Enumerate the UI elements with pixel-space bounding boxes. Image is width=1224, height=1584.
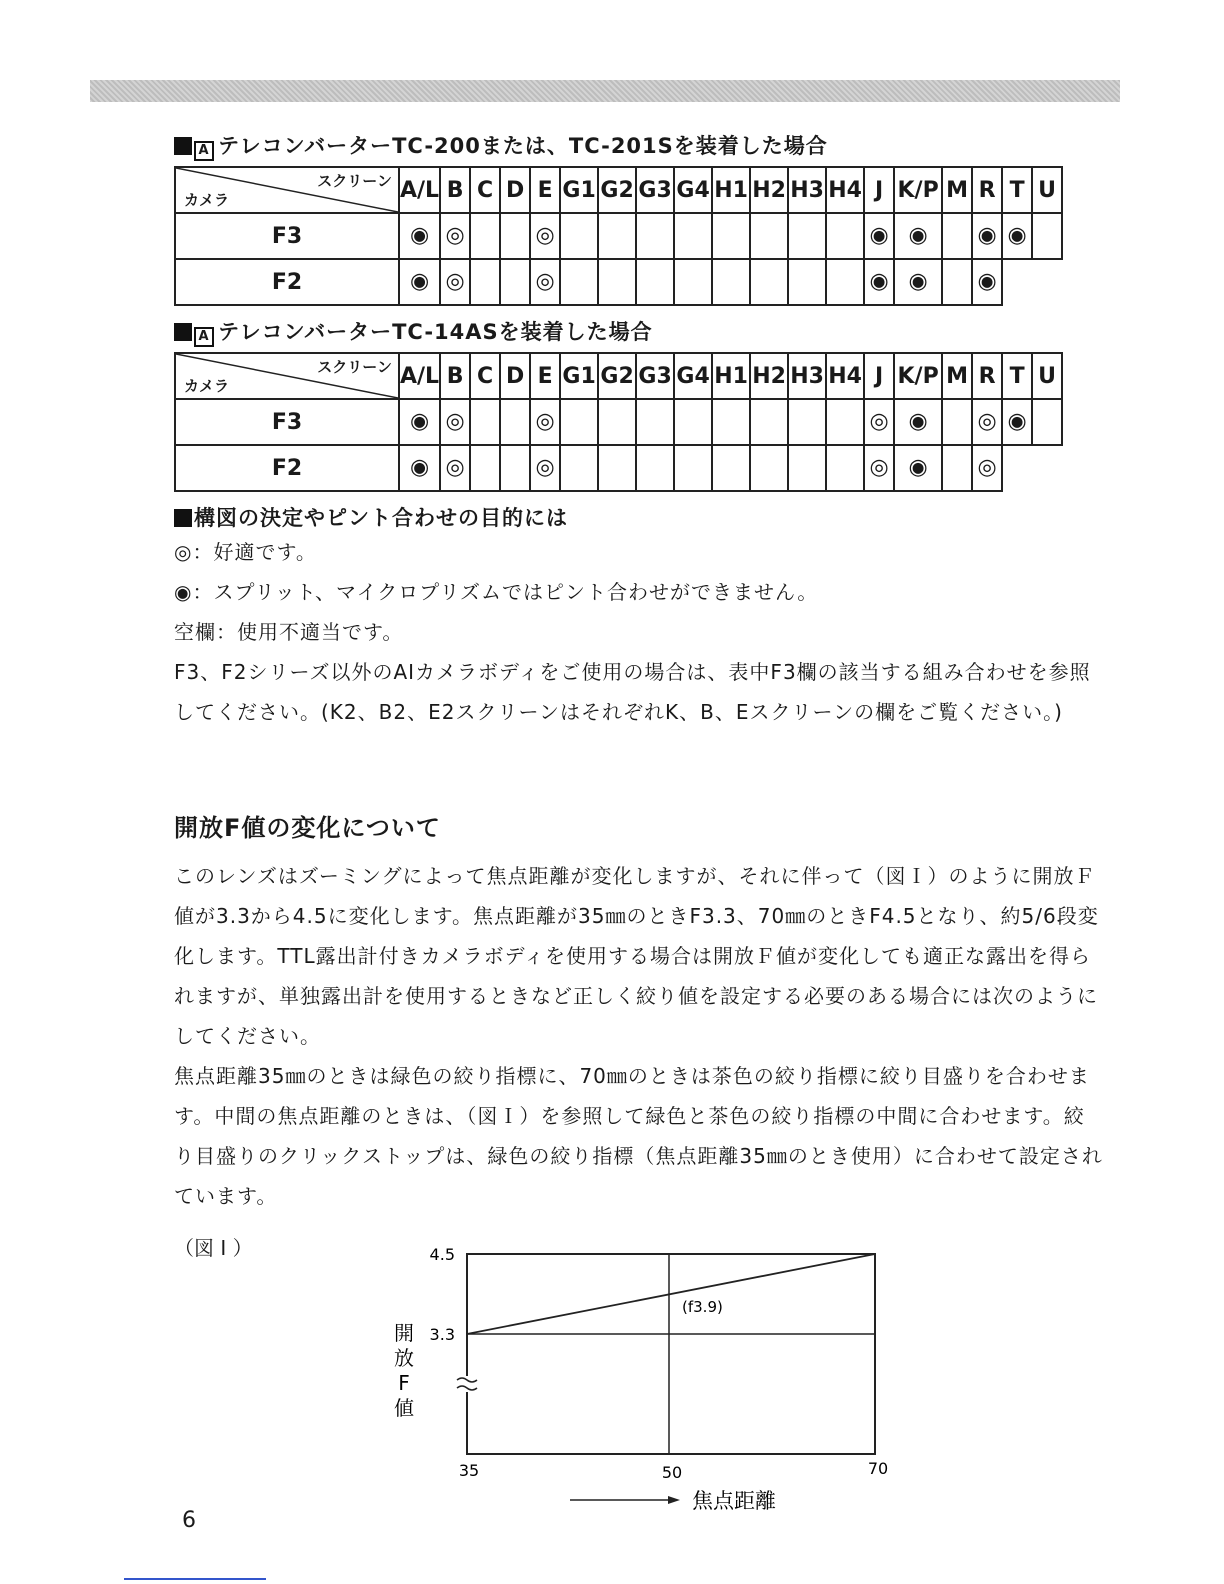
symbol-cell [470,259,500,305]
column-header: M [942,167,972,213]
symbol-cell [636,445,674,491]
symbol-cell: ◉ [399,399,440,445]
symbol-cell: ◉ [399,445,440,491]
symbol-cell [598,213,636,259]
aperture-paragraph-2: 焦点距離35㎜のときは緑色の絞り指標に、70㎜のときは茶色の絞り指標に絞り目盛りを合わせます。中間の焦点距離のときは、（図Ｉ）を参照して緑色と茶色の絞り指標の中間に合わせます。絞り目盛りのクリックストップは、緑色の絞り指標（焦点距離35㎜のとき使用）に合わせて設定されています。 [174,1064,1103,1208]
screen-label: スクリーン [317,358,392,376]
column-header: J [864,353,894,399]
table-header-row [175,353,1062,399]
column-header: C [470,353,500,399]
arrow-head-icon [668,1496,680,1504]
legend-blank: 空欄：使用不適当です。 [174,620,404,644]
column-header: U [1032,353,1062,399]
empty-cell [1032,445,1062,491]
column-header: K/P [894,167,942,213]
symbol-cell [636,259,674,305]
symbol-cell [750,399,788,445]
symbol-cell [674,399,712,445]
column-header: H2 [750,167,788,213]
compatibility-table-2 [174,352,1063,492]
column-header: H4 [826,167,864,213]
column-header: J [864,167,894,213]
symbol-cell [826,259,864,305]
screen-label: スクリーン [317,172,392,190]
symbol-cell: ◎ [440,213,470,259]
symbol-cell [636,399,674,445]
column-header: H2 [750,353,788,399]
symbol-cell [560,445,598,491]
symbol-cell [942,213,972,259]
x-axis-label: 焦点距離 [692,1489,776,1513]
symbol-cell [598,259,636,305]
column-header: K/P [894,353,942,399]
x-tick-50: 50 [661,1463,683,1482]
column-header: G1 [560,353,598,399]
table-row [175,259,1062,305]
aperture-paragraph-1: このレンズはズーミングによって焦点距離が変化しますが、それに伴って（図Ｉ）のように開放Ｆ値が3.3から4.5に変化します。焦点距離が35㎜のときF3.3、70㎜のときF4.5となり、約5/6段変化します。TTL露出計付きカメラボディを使用する場合は開放Ｆ値が変化しても適正な露出を得られますが、単独露出計を使用するときなど正しく絞り値を設定する必要のある場合には次のようにしてください。 [174,864,1099,1048]
empty-cell [1032,259,1062,305]
symbol-cell: ◉ [894,399,942,445]
square-bullet-icon [174,323,192,341]
symbol-cell: ◎ [864,399,894,445]
column-header: H3 [788,353,826,399]
data-line [467,1254,875,1334]
symbol-cell [750,259,788,305]
empty-cell [1002,259,1032,305]
camera-label: カメラ [184,377,230,395]
symbol-cell [598,399,636,445]
legend-good: ◎：好適です。 [174,540,317,564]
aperture-body [174,856,1104,1216]
column-header: U [1032,167,1062,213]
top-band [90,80,1120,102]
column-header: A/L [399,167,440,213]
column-header: H1 [712,353,750,399]
symbol-cell: ◉ [972,259,1002,305]
table-header-row [175,167,1062,213]
symbol-cell: ◉ [1002,399,1032,445]
symbol-cell: ◎ [972,399,1002,445]
column-header: R [972,353,1002,399]
symbol-cell [560,213,598,259]
column-header: E [530,167,560,213]
symbol-cell: ◉ [864,213,894,259]
camera-label: カメラ [184,191,230,209]
symbol-cell: ◉ [972,213,1002,259]
symbol-cell [500,445,530,491]
symbol-cell [470,445,500,491]
symbol-cell [712,213,750,259]
legend-note: F3、F2シリーズ以外のAIカメラボディをご使用の場合は、表中F3欄の該当する組み合わせを参照してください。(K2、B2、E2スクリーンはそれぞれK、B、Eスクリーンの欄をご覧ください。) [174,660,1091,724]
compatibility-table-1 [174,166,1063,306]
column-header: H1 [712,167,750,213]
symbol-cell [826,399,864,445]
symbol-cell [1032,399,1062,445]
diagonal-header-cell [175,167,399,213]
y-axis-label: 開放 F 値 [394,1321,414,1420]
section2-title: テレコンバーターTC-14ASを装着した場合 [218,320,653,344]
symbol-cell [560,399,598,445]
symbol-cell [826,213,864,259]
symbol-cell: ◎ [530,399,560,445]
column-header: R [972,167,1002,213]
symbol-cell: ◉ [1002,213,1032,259]
bottom-blue-line [124,1578,266,1580]
section2-heading [174,316,653,347]
symbol-cell [942,445,972,491]
symbol-cell [942,259,972,305]
legend-title: 構図の決定やピント合わせの目的には [194,506,568,530]
symbol-cell [598,445,636,491]
column-header: G4 [674,353,712,399]
symbol-cell: ◉ [894,445,942,491]
column-header: T [1002,353,1032,399]
column-header: A/L [399,353,440,399]
symbol-cell: ◉ [894,213,942,259]
column-header: G3 [636,353,674,399]
symbol-cell [500,259,530,305]
symbol-cell [788,259,826,305]
box-a-icon: A [194,327,214,347]
symbol-cell [470,399,500,445]
symbol-cell [470,213,500,259]
camera-cell: F2 [175,445,399,491]
table-row [175,399,1062,445]
column-header: B [440,353,470,399]
square-bullet-icon [174,509,192,527]
symbol-cell: ◎ [972,445,1002,491]
x-tick-70: 70 [867,1459,889,1478]
symbol-cell: ◉ [864,259,894,305]
symbol-cell: ◉ [399,259,440,305]
square-bullet-icon [174,137,192,155]
legend-split: ◉：スプリット、マイクロプリズムではピント合わせができません。 [174,580,819,604]
x-tick-35: 35 [458,1461,480,1480]
annotation-label: (f3.9) [682,1298,723,1316]
camera-cell: F2 [175,259,399,305]
figure-label: （図 I ） [174,1236,253,1260]
symbol-cell: ◎ [440,259,470,305]
symbol-cell [750,213,788,259]
symbol-cell [750,445,788,491]
plot-frame [467,1254,875,1454]
column-header: H4 [826,353,864,399]
symbol-cell [636,213,674,259]
column-header: D [500,353,530,399]
symbol-cell [560,259,598,305]
page-number: 6 [182,1508,196,1533]
symbol-cell: ◎ [864,445,894,491]
symbol-cell: ◉ [399,213,440,259]
table-row [175,445,1062,491]
diagonal-header-cell [175,353,399,399]
section1-heading [174,130,828,161]
column-header: M [942,353,972,399]
symbol-cell: ◎ [530,445,560,491]
symbol-cell [674,213,712,259]
symbol-cell [712,445,750,491]
column-header: T [1002,167,1032,213]
symbol-cell [500,399,530,445]
column-header: E [530,353,560,399]
column-header: C [470,167,500,213]
camera-cell: F3 [175,399,399,445]
symbol-cell: ◎ [530,213,560,259]
symbol-cell [1032,213,1062,259]
y-tick-3-3: 3.3 [429,1325,455,1344]
column-header: G4 [674,167,712,213]
empty-cell [1002,445,1032,491]
symbol-cell: ◎ [530,259,560,305]
column-header: B [440,167,470,213]
symbol-cell [674,259,712,305]
column-header: D [500,167,530,213]
symbol-cell [942,399,972,445]
symbol-cell [674,445,712,491]
aperture-heading: 開放F値の変化について [174,814,441,842]
symbol-cell [788,213,826,259]
section1-title: テレコンバーターTC-200または、TC-201Sを装着した場合 [218,134,828,158]
symbol-cell [500,213,530,259]
column-header: G3 [636,167,674,213]
column-header: G1 [560,167,598,213]
column-header: G2 [598,353,636,399]
column-header: H3 [788,167,826,213]
symbol-cell [788,399,826,445]
box-a-icon: A [194,141,214,161]
symbol-cell [826,445,864,491]
symbol-cell: ◎ [440,445,470,491]
camera-cell: F3 [175,213,399,259]
symbol-cell [788,445,826,491]
symbol-cell [712,259,750,305]
column-header: G2 [598,167,636,213]
y-tick-4-5: 4.5 [429,1245,455,1264]
symbol-cell: ◉ [894,259,942,305]
legend-heading [174,502,568,532]
symbol-cell [712,399,750,445]
symbol-cell: ◎ [440,399,470,445]
legend-text [174,532,1104,732]
table-row [175,213,1062,259]
